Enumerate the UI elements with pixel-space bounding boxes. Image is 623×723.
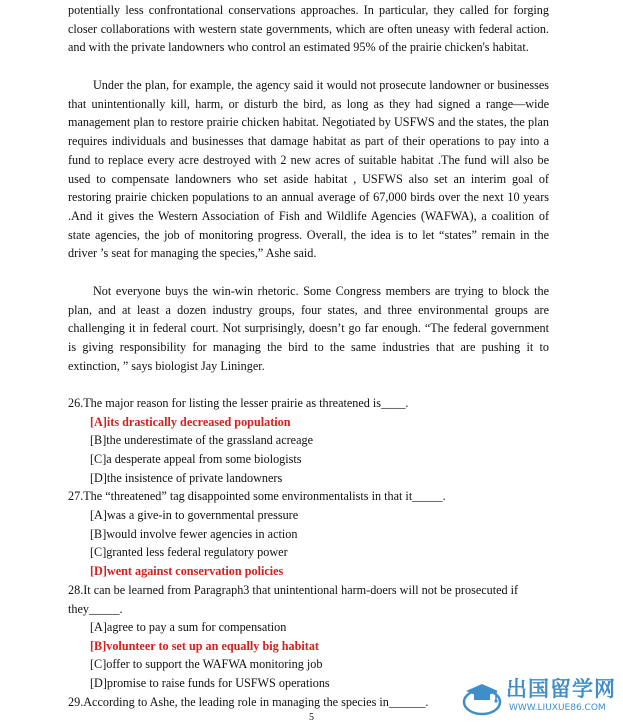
- answer-option-correct: [B]volunteer to set up an equally big habitat: [90, 639, 319, 653]
- mortarboard-icon: [462, 678, 502, 716]
- answer-option-correct: [A]its drastically decreased population: [90, 415, 291, 429]
- answer-option: [C]offer to support the WAFWA monitoring job: [90, 657, 323, 671]
- answer-option: [A]agree to pay a sum for compensation: [90, 620, 287, 634]
- answer-option: [A]was a give-in to governmental pressure: [90, 508, 299, 522]
- answer-option: [D]promise to raise funds for USFWS operations: [90, 676, 330, 690]
- question-stem: 27.The “threatened” tag disappointed some environmentalists in that it_____.: [68, 489, 446, 503]
- answer-option: [C]granted less federal regulatory power: [90, 545, 288, 559]
- answer-option: [B]would involve fewer agencies in action: [90, 527, 298, 541]
- answer-option: [C]a desperate appeal from some biologists: [90, 452, 302, 466]
- answer-option: [B]the underestimate of the grassland acreage: [90, 433, 313, 447]
- site-watermark: [462, 674, 623, 720]
- watermark-url: WWW.LIUXUE86.COM: [509, 703, 606, 713]
- question-stem: 26.The major reason for listing the lesser prairie as threatened is____.: [68, 396, 409, 410]
- passage-paragraph: Under the plan, for example, the agency said it would not prosecute landowner or businesses that unintentionally kill, harm, or disturb the bird, as long as they had signed a range—wide management plan to restore prairie chicken habitat. Negotiated by USFWS and the states, the plan requires individuals and businesses that damage habitat as part of their operations to pay into a fund to replace every acre destroyed with 2 new acres of suitable habitat .The fund will also be used to compensate landowners who set aside habitat , USFWS also set an interim goal of restoring prairie chicken populations to an annual average of 67,000 birds over the next 10 years .And it gives the Western Association of Fish and Wildlife Agencies (WAFWA), a coalition of state agencies, the job of monitoring progress. Overall, the idea is to let “states” remain in the driver ’s seat for managing the species,” Ashe said.: [68, 78, 549, 261]
- page-number: 5: [309, 712, 314, 723]
- question-stem: 28.It can be learned from Paragraph3 that unintentional harm-doers will not be prosecuted if they_____.: [68, 583, 519, 616]
- answer-option-correct: [D]went against conservation policies: [90, 564, 284, 578]
- answer-option: [D]the insistence of private landowners: [90, 471, 283, 485]
- watermark-site-name: 出国留学网: [506, 677, 616, 701]
- passage-paragraph: potentially less confrontational conservations approaches. In particular, they called for forging closer collaborations with western state governments, which are often uneasy with federal action. and with the private landowners who control an estimated 95% of the prairie chicken's habitat.: [68, 3, 549, 55]
- passage-paragraph: Not everyone buys the win-win rhetoric. Some Congress members are trying to block the plan, and at least a dozen industry groups, four states, and three environmental groups are challenging it in federal court. Not surprisingly, doesn’t go far enough. “The federal government is giving responsibility for managing the bird to the same industries that are pushing it to extinction, ” says biologist Jay Lininger.: [68, 284, 549, 373]
- question-stem: 29.According to Ashe, the leading role in managing the species in______.: [68, 695, 429, 709]
